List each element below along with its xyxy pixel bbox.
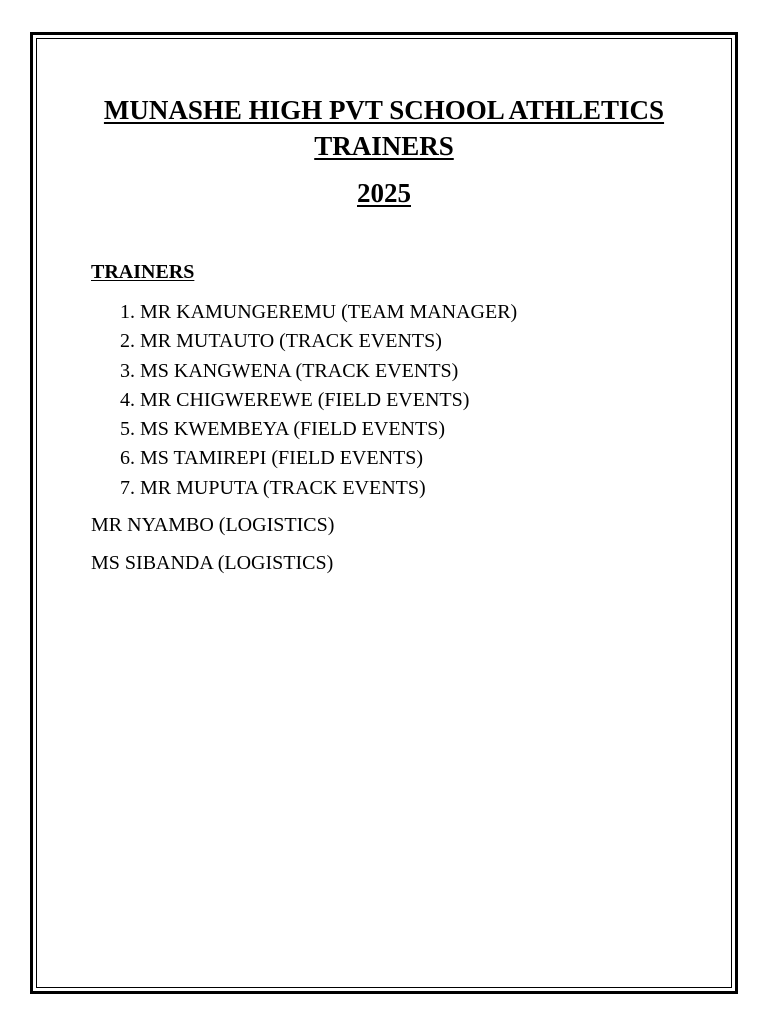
trainer-text: MR CHIGWEREWE (FIELD EVENTS) (140, 388, 470, 411)
trainer-number: 6. (120, 447, 135, 470)
trainer-number: 2. (120, 330, 135, 353)
document-year: 2025 (357, 178, 411, 208)
trainer-list-item (91, 474, 517, 503)
trainer-list-item (91, 357, 517, 386)
trainer-text: MR MUPUTA (TRACK EVENTS) (140, 476, 426, 499)
trainer-number: 3. (120, 359, 135, 382)
trainer-number: 4. (120, 388, 135, 411)
trainer-list (91, 298, 517, 503)
logistics-line: MS SIBANDA (LOGISTICS) (91, 552, 334, 574)
trainer-number: 5. (120, 418, 135, 441)
trainer-text: MS TAMIREPI (FIELD EVENTS) (140, 447, 424, 470)
trainer-text: MS KWEMBEYA (FIELD EVENTS) (140, 418, 445, 441)
document-title-line-2: TRAINERS (314, 131, 454, 161)
trainer-text: MR MUTAUTO (TRACK EVENTS) (140, 330, 442, 353)
trainer-list-item (91, 386, 517, 415)
trainer-text: MS KANGWENA (TRACK EVENTS) (140, 359, 459, 382)
trainer-list-item (91, 327, 517, 356)
trainer-list-item (91, 444, 517, 473)
document-title (60, 92, 708, 164)
logistics-line: MR NYAMBO (LOGISTICS) (91, 514, 335, 536)
trainer-list-item (91, 298, 517, 327)
section-heading-trainers: TRAINERS (91, 261, 195, 283)
trainer-text: MR KAMUNGEREMU (TEAM MANAGER) (140, 301, 518, 323)
document-title-line-1: MUNASHE HIGH PVT SCHOOL ATHLETICS (103, 95, 665, 125)
trainer-number: 1. (120, 301, 135, 323)
trainer-list-item (91, 415, 517, 444)
trainer-number: 7. (120, 476, 135, 499)
